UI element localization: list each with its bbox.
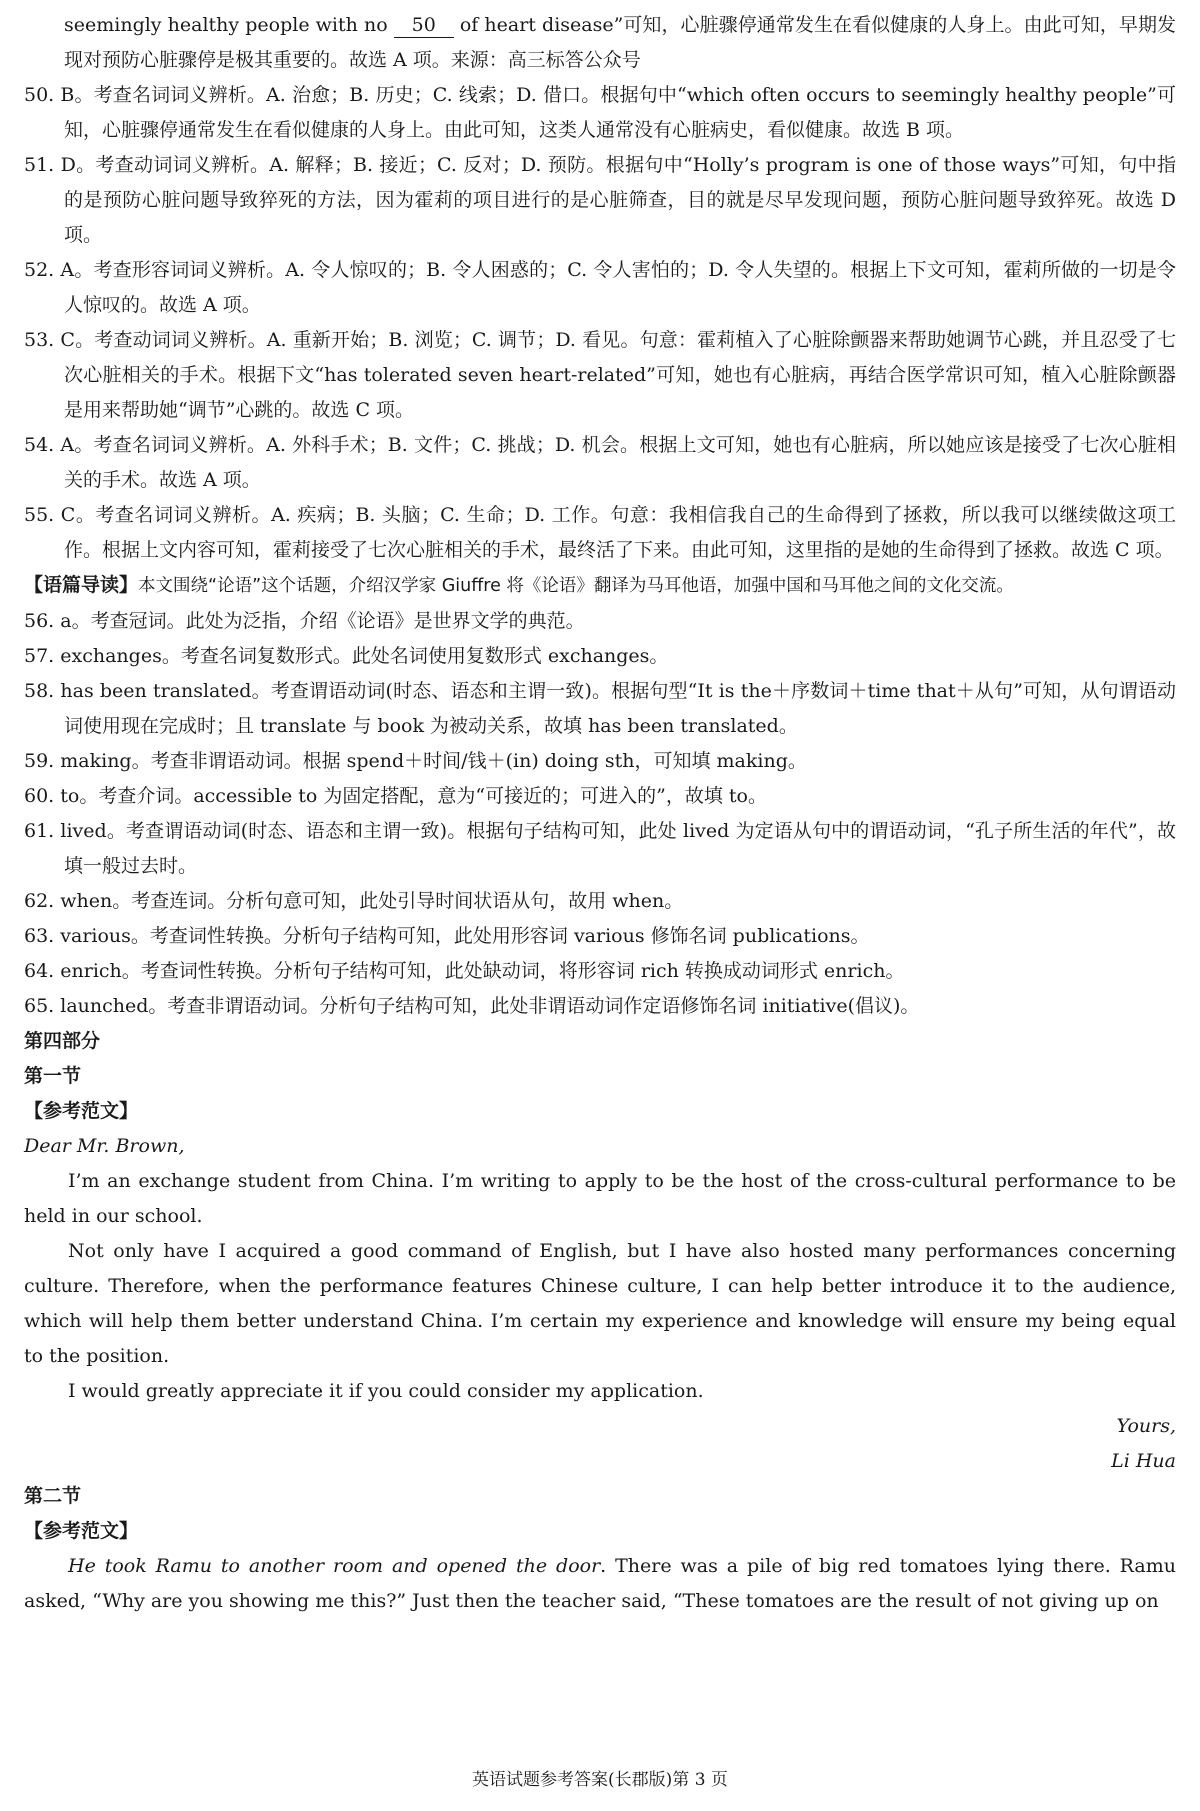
reading-guide — [24, 568, 1176, 604]
sample-letter — [24, 1129, 1176, 1479]
list-item: 57. exchanges。考查名词复数形式。此处名词使用复数形式 exchanges。 — [24, 645, 669, 667]
list-item: 50. B。考查名词词义辨析。A. 治愈；B. 历史；C. 线索；D. 借口。根据句中“which often occurs to seemingly healthy people”可知，心脏骤停通常发生在看似健康的人身上。由此可知，这类人通常没有心脏病史，看似健康。故选 B 项。 — [24, 84, 1176, 141]
letter-closing: Yours, — [1116, 1415, 1176, 1437]
list-item: 54. A。考查名词词义辨析。A. 外科手术；B. 文件；C. 挑战；D. 机会。根据上文可知，她也有心脏病，所以她应该是接受了七次心脏相关的手术。故选 A 项。 — [24, 434, 1176, 491]
answer-list-a — [24, 78, 1176, 568]
story-text: . There was a pile of big red tomatoes lying there. Ramu asked, “Why are you showing me this?” Just then the teacher said, “These tomatoes are the result of not giving up on — [24, 1555, 1176, 1612]
story-paragraph — [24, 1549, 1176, 1619]
list-item: 61. lived。考查谓语动词(时态、语态和主谓一致)。根据句子结构可知，此处 lived 为定语从句中的谓语动词，“孔子所生活的年代”，故填一般过去时。 — [24, 820, 1176, 877]
continuation-text-b: of heart disease”可知，心脏骤停通常发生在看似健康的人身上。由此可知，早期发现对预防心脏骤停是极其重要的。故选 A 项。来源：高三标答公众号 — [64, 14, 1177, 71]
list-item: 64. enrich。考查词性转换。分析句子结构可知，此处缺动词，将形容词 rich 转换成动词形式 enrich。 — [24, 960, 905, 982]
answer-page — [24, 8, 1176, 1619]
list-item: 59. making。考查非谓语动词。根据 spend＋时间/钱＋(in) doing sth，可知填 making。 — [24, 750, 807, 772]
story-given-opening: He took Ramu to another room and opened the door — [68, 1555, 601, 1577]
letter-paragraph: I would greatly appreciate it if you could consider my application. — [68, 1380, 704, 1402]
list-item: 55. C。考查名词词义辨析。A. 疾病；B. 头脑；C. 生命；D. 工作。句意：我相信我自己的生命得到了拯救，所以我可以继续做这项工作。根据上文内容可知，霍莉接受了七次心脏相关的手术，最终活了下来。由此可知，这里指的是她的生命得到了拯救。故选 C 项。 — [24, 504, 1176, 561]
page-footer: 英语试题参考答案(长郡版)第 3 页 — [472, 1770, 728, 1790]
list-item: 51. D。考查动词词义辨析。A. 解释；B. 接近；C. 反对；D. 预防。根据句中“Holly’s program is one of those ways”可知，句中指的是预防心脏问题导致猝死的方法，因为霍莉的项目进行的是心脏筛查，目的就是尽早发现问题，预防心脏问题导致猝死。故选 D 项。 — [24, 154, 1176, 246]
letter-salutation: Dear Mr. Brown, — [24, 1135, 185, 1157]
list-item: 52. A。考查形容词词义辨析。A. 令人惊叹的；B. 令人困惑的；C. 令人害怕的；D. 令人失望的。根据上下文可知，霍莉所做的一切是令人惊叹的。故选 A 项。 — [24, 259, 1176, 316]
guide-text: 本文围绕“论语”这个话题，介绍汉学家 Giuffre 将《论语》翻译为马耳他语，加强中国和马耳他之间的文化交流。 — [138, 576, 1014, 596]
answer-list-b — [24, 604, 1176, 1024]
sample-label: 【参考范文】 — [24, 1100, 139, 1122]
list-item: 56. a。考查冠词。此处为泛指，介绍《论语》是世界文学的典范。 — [24, 610, 585, 632]
continuation-text-a: seemingly healthy people with no — [64, 14, 394, 36]
answer-blank: 50 — [394, 13, 454, 38]
letter-signature: Li Hua — [1111, 1450, 1176, 1472]
part-title: 第四部分 — [24, 1030, 101, 1052]
list-item: 65. launched。考查非谓语动词。分析句子结构可知，此处非谓语动词作定语修饰名词 initiative(倡议)。 — [24, 995, 920, 1017]
section-title: 第一节 — [24, 1065, 82, 1087]
section-title: 第二节 — [24, 1485, 82, 1507]
list-item: 60. to。考查介词。accessible to 为固定搭配，意为“可接近的；可进入的”，故填 to。 — [24, 785, 767, 807]
guide-label: 【语篇导读】 — [24, 574, 139, 596]
letter-paragraph: Not only have I acquired a good command of English, but I have also hosted many performances concerning culture. Therefore, when the performance features Chinese culture, I can help better introduce it to the audience, which will help them better understand China. I’m certain my experience and knowledge will ensure my being equal to the position. — [24, 1240, 1176, 1367]
list-item: 58. has been translated。考查谓语动词(时态、语态和主谓一致)。根据句型“It is the＋序数词＋time that＋从句”可知，从句谓语动词使用现在完成时；且 translate 与 book 为被动关系，故填 has been translated。 — [24, 680, 1176, 737]
list-item: 63. various。考查词性转换。分析句子结构可知，此处用形容词 various 修饰名词 publications。 — [24, 925, 870, 947]
list-item: 53. C。考查动词词义辨析。A. 重新开始；B. 浏览；C. 调节；D. 看见。句意：霍莉植入了心脏除颤器来帮助她调节心跳，并且忍受了七次心脏相关的手术。根据下文“has tolerated seven heart-related”可知，她也有心脏病，再结合医学常识可知，植入心脏除颤器是用来帮助她“调节”心跳的。故选 C 项。 — [24, 329, 1176, 421]
sample-label: 【参考范文】 — [24, 1520, 139, 1542]
list-item: 62. when。考查连词。分析句意可知，此处引导时间状语从句，故用 when。 — [24, 890, 684, 912]
letter-paragraph: I’m an exchange student from China. I’m writing to apply to be the host of the cross-cultural performance to be held in our school. — [24, 1170, 1176, 1227]
continuation-paragraph — [24, 8, 1176, 78]
